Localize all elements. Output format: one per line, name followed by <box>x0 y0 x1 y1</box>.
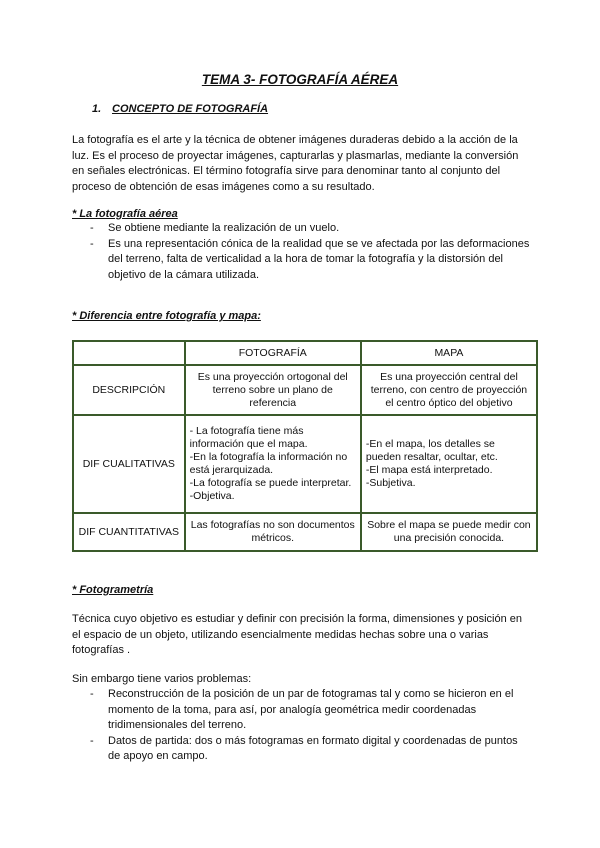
table-header-cell <box>73 341 185 365</box>
table-cell: - La fotografía tiene más información que el mapa. -En la fotografía la información no está jerarquizada. -La fotografía se puede interpretar. -Objetiva. <box>185 415 361 513</box>
intro-paragraph: La fotografía es el arte y la técnica de obtener imágenes duraderas debido a la acción de la luz. Es el proceso de proyectar imágenes, capturarlas y plasmarlas, mediante la conversión en señales electrónicas. El término fotografía sirve para denominar tanto al conjunto del proceso de obtención de esas imágenes como a su resultado. <box>72 134 519 193</box>
aerial-heading: * La fotografía aérea <box>72 208 178 220</box>
table-cell: -En el mapa, los detalles se pueden resaltar, ocultar, etc. -El mapa está interpretado. -Subjetiva. <box>361 415 537 513</box>
table-row <box>73 365 537 415</box>
list-item: - Datos de partida: dos o más fotogramas en formato digital y coordenadas de puntos de apoyo en campo. <box>90 734 518 762</box>
problems-list <box>72 687 532 765</box>
table-row <box>73 415 537 513</box>
table-row-label: DESCRIPCIÓN <box>73 365 185 415</box>
list-item: - Se obtiene mediante la realización de un vuelo. <box>90 222 340 234</box>
section-heading <box>92 103 268 115</box>
table-header-cell: MAPA <box>361 341 537 365</box>
page-title: TEMA 3- FOTOGRAFÍA AÉREA <box>201 72 399 87</box>
table-header-cell: FOTOGRAFÍA <box>185 341 361 365</box>
table-row-label: DIF CUANTITATIVAS <box>73 513 185 551</box>
problems-intro: Sin embargo tiene varios problemas: <box>72 673 252 685</box>
table-cell: Es una proyección ortogonal del terreno sobre un plano de referencia <box>185 365 361 415</box>
list-item: - Reconstrucción de la posición de un par de fotogramas tal y como se hicieron en el momento de la toma, para así, por analogía geométrica medir coordenadas tridimensionales del terreno. <box>90 688 514 731</box>
comparison-table <box>72 340 538 552</box>
section-title: CONCEPTO DE FOTOGRAFÍA <box>112 103 269 115</box>
table-cell: Es una proyección central del terreno, con centro de proyección el centro óptico del objetivo <box>361 365 537 415</box>
section-number: 1. <box>92 103 102 115</box>
difference-heading: * Diferencia entre fotografía y mapa: <box>72 310 261 322</box>
list-item: - Es una representación cónica de la realidad que se ve afectada por las deformaciones del terreno, falta de verticalidad a la hora de tomar la fotografía y la distorsión del objetivo de la cámara utilizada. <box>90 237 530 281</box>
table-cell: Las fotografías no son documentos métricos. <box>185 513 361 551</box>
table-header-row <box>73 341 537 365</box>
table-cell: Sobre el mapa se puede medir con una precisión conocida. <box>361 513 537 551</box>
photogrammetry-paragraph: Técnica cuyo objetivo es estudiar y definir con precisión la forma, dimensiones y posición en el espacio de un objeto, utilizando esencialmente medidas hechas sobre una o varias fotografías . <box>72 613 523 656</box>
photogrammetry-heading: * Fotogrametría <box>72 584 154 596</box>
table-row-label: DIF CUALITATIVAS <box>73 415 185 513</box>
table-row <box>73 513 537 551</box>
aerial-list <box>72 221 532 283</box>
